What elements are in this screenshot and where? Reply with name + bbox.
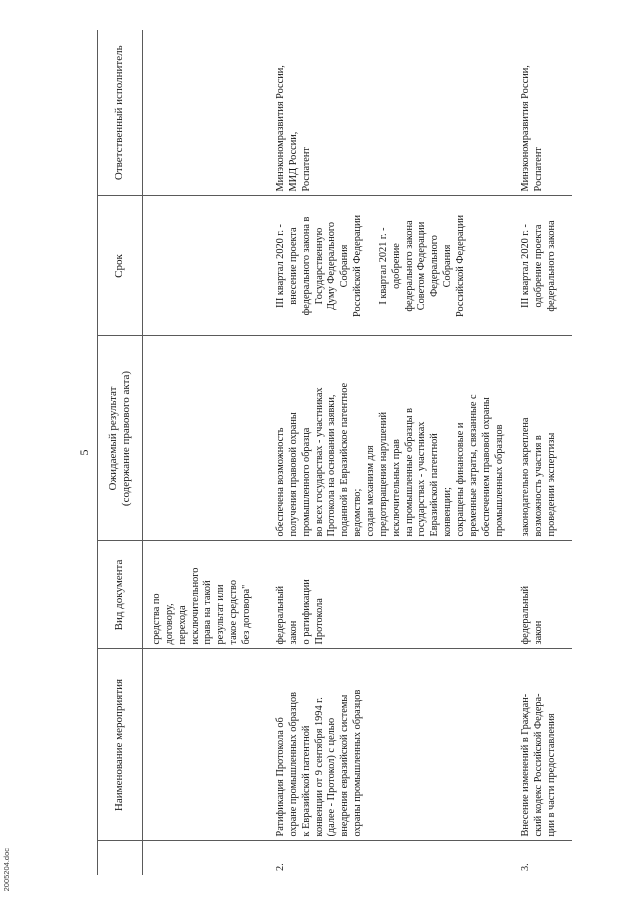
table-row xyxy=(267,30,512,875)
row-number xyxy=(143,841,268,875)
measure-name xyxy=(143,649,268,841)
header-doc-type: Вид документа xyxy=(98,541,143,649)
rotated-page xyxy=(69,30,629,875)
file-tag: 2005204.doc xyxy=(2,847,11,891)
table-row xyxy=(512,30,572,875)
header-num xyxy=(98,841,143,875)
measure-name: Ратификация Протокола об охране промышленных образцов к Евразийской патентной конвенции от 9 сентября 1994 г. (далее - Протокол) с целью внедрения евразийской системы охраны промышленных образцов xyxy=(267,649,512,841)
measure-name: Внесение изменений в Граждан- ский кодекс Российской Федера- ции в части предоставления xyxy=(512,649,572,841)
responsible: Минэкономразвития России, Роспатент xyxy=(512,30,572,196)
expected-result xyxy=(143,336,268,541)
plan-table xyxy=(97,30,572,875)
document-type: федеральный закон о ратификации Протокола xyxy=(267,541,512,649)
row-number: 3. xyxy=(520,863,532,871)
table-header-row xyxy=(98,30,143,875)
page-number: 5 xyxy=(77,449,91,456)
document-type: средства по договору, перехода исключительного права на такой результат или такое средство без договора" xyxy=(143,541,268,649)
header-term: Срок xyxy=(98,196,143,336)
responsible xyxy=(143,30,268,196)
header-result: Ожидаемый результат (содержание правового акта) xyxy=(98,336,143,541)
table-row xyxy=(143,30,268,875)
term: III квартал 2020 г. - внесение проекта федерального закона в Государственную Думу Федерального Собрания Российской Федерации I квартал 2021 г. - одобрение федерального закона Советом Федерации Федерального Собрания Российской Федерации xyxy=(267,196,512,336)
term: III квартал 2020 г. - одобрение проекта федерального закона xyxy=(512,196,572,336)
header-responsible: Ответственный исполнитель xyxy=(98,30,143,196)
responsible: Минэкономразвития России, МИД России, Роспатент xyxy=(267,30,512,196)
document-type: федеральный закон xyxy=(512,541,572,649)
row-number: 2. xyxy=(275,863,286,871)
header-name: Наименование мероприятия xyxy=(98,649,143,841)
expected-result: законодательно закреплена возможность участия в проведении экспертизы xyxy=(512,336,572,541)
expected-result: обеспечена возможность получения правовой охраны промышленного образца во всех государствах - участниках Протокола на основании заявки, поданной в Евразийское патентное ведомство; создан механизм для предотвращения нарушений исключительных прав на промышленные образцы в государствах - участниках Евразийской патентной конвенции; сокращены финансовые и временные затраты, связанные с обеспечением правовой охраны промышленных образцов xyxy=(267,336,512,541)
term xyxy=(143,196,268,336)
